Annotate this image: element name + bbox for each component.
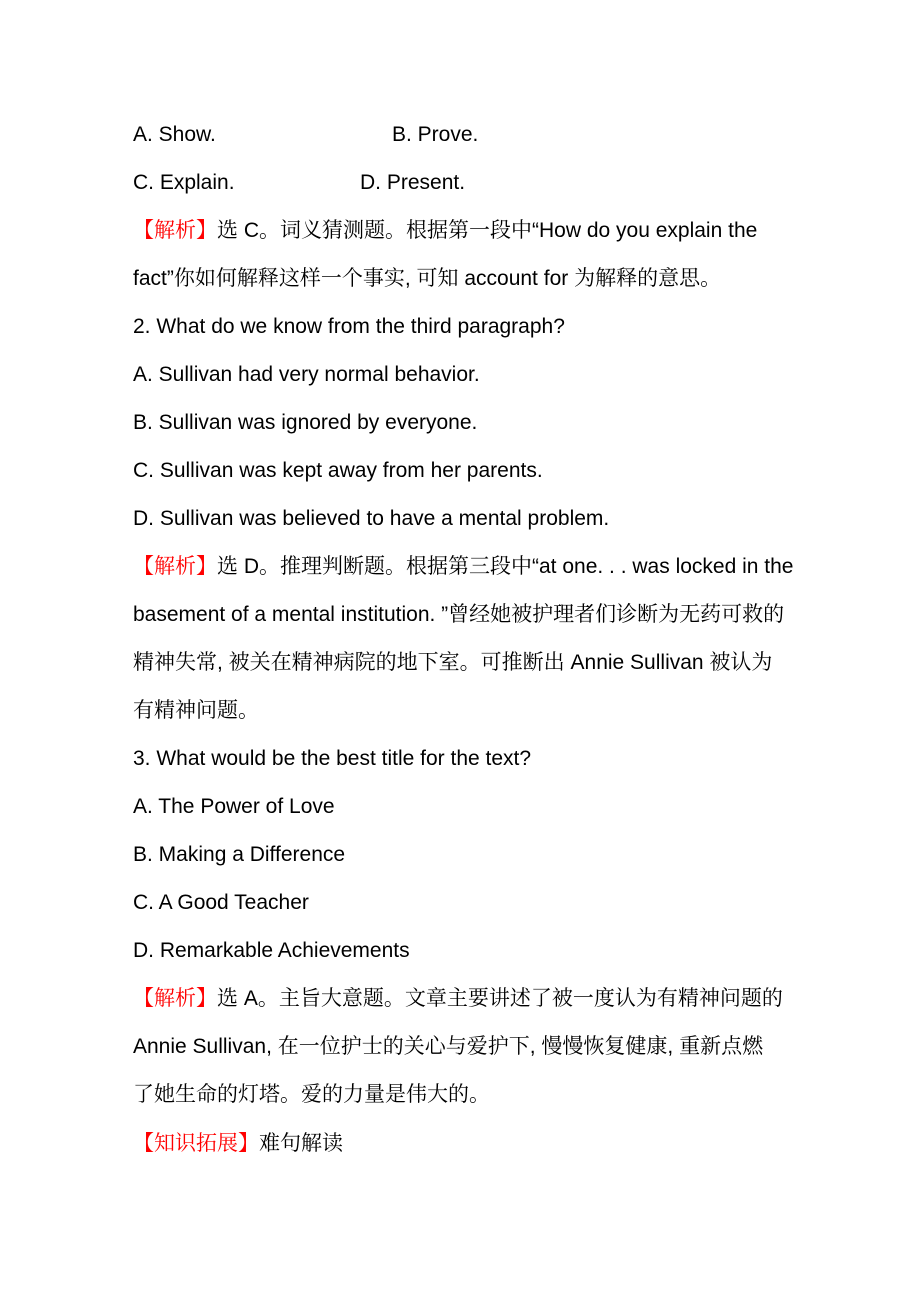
option-b-prove: B. Prove. — [392, 123, 479, 146]
question-3-option-c: C. A Good Teacher — [133, 891, 309, 914]
question-3-option-d: D. Remarkable Achievements — [133, 939, 410, 962]
analysis-1-line-2: fact”你如何解释这样一个事实, 可知 account for 为解释的意思。 — [133, 267, 722, 290]
question-3-option-b: B. Making a Difference — [133, 843, 346, 866]
option-d-present: D. Present. — [360, 171, 466, 194]
question-2-option-d: D. Sullivan was believed to have a mental problem. — [133, 507, 610, 530]
analysis-1-label: 【解析】 — [133, 219, 217, 242]
analysis-2-line-4: 有精神问题。 — [133, 699, 259, 722]
question-2-option-c: C. Sullivan was kept away from her parents. — [133, 459, 543, 482]
analysis-3-line-2: Annie Sullivan, 在一位护士的关心与爱护下, 慢慢恢复健康, 重新点燃 — [133, 1035, 764, 1058]
question-3-option-a: A. The Power of Love — [133, 795, 335, 818]
analysis-2-line-2: basement of a mental institution. ”曾经她被护理者们诊断为无药可救的 — [133, 603, 785, 626]
option-a-show: A. Show. — [133, 123, 216, 146]
analysis-3-line-1 — [133, 975, 920, 1023]
knowledge-expansion — [133, 1119, 920, 1167]
analysis-3-label: 【解析】 — [133, 987, 217, 1010]
analysis-1-text: 选 C。词义猜测题。根据第一段中“How do you explain the — [217, 219, 758, 242]
analysis-2-line-1 — [133, 543, 920, 591]
option-c-explain: C. Explain. — [133, 171, 235, 194]
analysis-3-text: 选 A。主旨大意题。文章主要讲述了被一度认为有精神问题的 — [217, 987, 783, 1010]
options-row-cd — [133, 159, 920, 207]
question-3: 3. What would be the best title for the text? — [133, 747, 532, 770]
analysis-2-label: 【解析】 — [133, 555, 217, 578]
analysis-1-line-1 — [133, 207, 920, 255]
question-2-option-b: B. Sullivan was ignored by everyone. — [133, 411, 478, 434]
analysis-2-text: 选 D。推理判断题。根据第三段中“at one. . . was locked in the — [217, 555, 794, 578]
question-2-option-a: A. Sullivan had very normal behavior. — [133, 363, 480, 386]
analysis-2-line-3: 精神失常, 被关在精神病院的地下室。可推断出 Annie Sullivan 被认为 — [133, 651, 773, 674]
knowledge-expansion-label: 【知识拓展】 — [133, 1131, 259, 1155]
options-row-ab — [133, 111, 920, 159]
knowledge-expansion-text: 难句解读 — [259, 1131, 343, 1155]
question-2: 2. What do we know from the third paragraph? — [133, 315, 565, 338]
analysis-3-line-3: 了她生命的灯塔。爱的力量是伟大的。 — [133, 1083, 490, 1106]
